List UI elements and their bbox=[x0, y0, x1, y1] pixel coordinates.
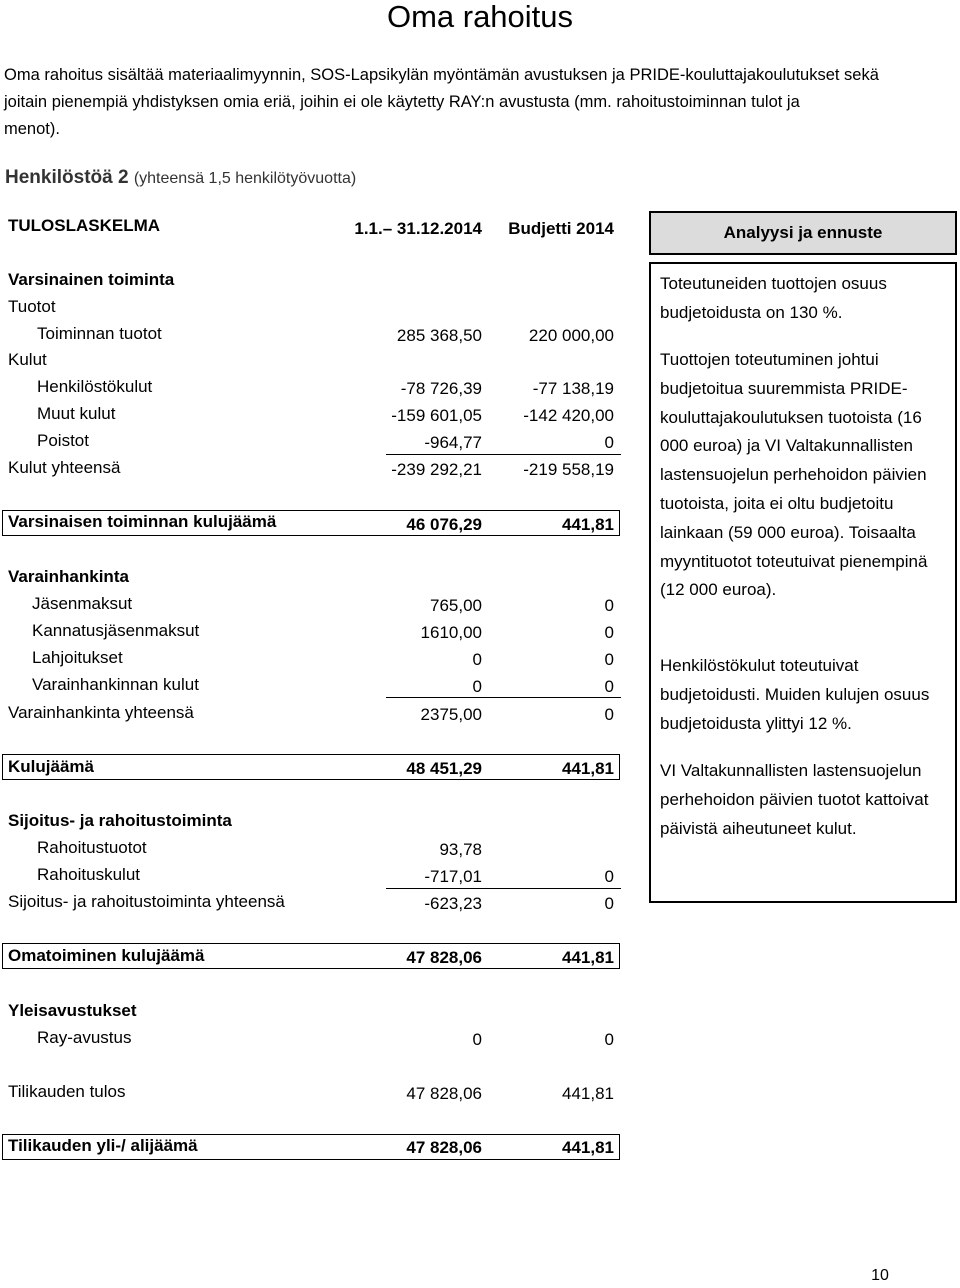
row-label-operations-result: Varsinaisen toiminnan kulujäämä bbox=[8, 512, 277, 531]
value-budget-depreciation: 0 bbox=[604, 433, 614, 452]
intro-line-2: joitain pienempiä yhdistyksen omia eriä, joihin ei ole käytetty RAY:n avustusta (mm. rahoitustoiminnan tulot ja bbox=[4, 93, 800, 111]
row-label-result: Kulujäämä bbox=[8, 757, 94, 776]
row-label-fundraising-total: Varainhankinta yhteensä bbox=[8, 703, 194, 722]
analysis-paragraph-income-share: Toteutuneiden tuottojen osuus budjetoidusta on 130 %. bbox=[660, 274, 887, 322]
value-budget-expenses-total: -219 558,19 bbox=[523, 460, 614, 479]
value-actual-financial-income: 93,78 bbox=[439, 840, 482, 859]
row-label-depreciation: Poistot bbox=[37, 431, 89, 450]
value-actual-fundraising-total: 2375,00 bbox=[420, 705, 482, 724]
row-label-financial-income: Rahoitustuotot bbox=[37, 838, 147, 857]
value-budget-fundraising-costs: 0 bbox=[604, 677, 614, 696]
row-label-investment-financing-total: Sijoitus- ja rahoitustoiminta yhteensä bbox=[8, 892, 285, 911]
value-actual-donations: 0 bbox=[472, 650, 482, 669]
value-actual-period-result: 47 828,06 bbox=[406, 1084, 482, 1103]
value-budget-supporting-member-fees: 0 bbox=[604, 623, 614, 642]
value-actual-supporting-member-fees: 1610,00 bbox=[420, 623, 482, 642]
value-budget-other-costs: -142 420,00 bbox=[523, 406, 614, 425]
value-budget-personnel-costs: -77 138,19 bbox=[532, 379, 614, 398]
staff-heading bbox=[5, 166, 356, 191]
value-actual-result: 48 451,29 bbox=[406, 759, 482, 778]
section-general-grants: Yleisavustukset bbox=[8, 1001, 137, 1020]
value-actual-other-costs: -159 601,05 bbox=[391, 406, 482, 425]
value-actual-depreciation: -964,77 bbox=[424, 433, 482, 452]
row-label-membership-fees: Jäsenmaksut bbox=[32, 594, 133, 613]
value-actual-fundraising-costs: 0 bbox=[472, 677, 482, 696]
value-budget-investment-financing-total: 0 bbox=[604, 894, 614, 913]
row-label-expenses: Kulut bbox=[8, 350, 47, 369]
row-label-supporting-member-fees: Kannatusjäsenmaksut bbox=[32, 621, 200, 640]
page-number: 10 bbox=[871, 1267, 889, 1284]
value-budget-membership-fees: 0 bbox=[604, 596, 614, 615]
page-title: Oma rahoitus bbox=[386, 0, 574, 34]
subtotal-line bbox=[386, 454, 621, 455]
column-header-budget: Budjetti 2014 bbox=[508, 219, 614, 238]
analysis-header bbox=[649, 211, 957, 255]
value-actual-expenses-total: -239 292,21 bbox=[391, 460, 482, 479]
value-budget-fundraising-total: 0 bbox=[604, 705, 614, 724]
section-fundraising: Varainhankinta bbox=[8, 567, 129, 586]
staff-note: (yhteensä 1,5 henkilötyövuotta) bbox=[133, 170, 357, 187]
analysis-paragraph-event: VI Valtakunnallisten lastensuojelun perhehoidon päivien tuotot kattoivat päivistä aiheutuneet kulut. bbox=[660, 761, 929, 838]
analysis-header-label: Analyysi ja ennuste bbox=[723, 223, 883, 242]
value-actual-own-result: 47 828,06 bbox=[406, 948, 482, 967]
column-header-actual: 1.1.– 31.12.2014 bbox=[354, 219, 482, 238]
analysis-paragraph-income-explanation: Tuottojen toteutuminen johtui budjetoitua suuremmista PRIDE-kouluttajakoulutuksen tuotoista (16 000 euroa) ja VI Valtakunnallisten lastensuojelun perhehoidon päivien tuotoista, joita ei oltu budjetoitu lainkaan (59 000 euroa). Toisaalta myyntituotot toteutuivat pienempinä (12 000 euroa). bbox=[660, 350, 928, 600]
staff-label: Henkilöstöä 2 bbox=[5, 167, 129, 188]
value-budget-period-result: 441,81 bbox=[562, 1084, 614, 1103]
intro-line-3: menot). bbox=[4, 120, 60, 138]
value-budget-donations: 0 bbox=[604, 650, 614, 669]
value-budget-financial-costs: 0 bbox=[604, 867, 614, 886]
value-actual-ray-grant: 0 bbox=[472, 1030, 482, 1049]
row-label-other-costs: Muut kulut bbox=[37, 404, 116, 423]
value-actual-operating-income: 285 368,50 bbox=[396, 326, 482, 345]
value-actual-personnel-costs: -78 726,39 bbox=[400, 379, 482, 398]
value-budget-surplus-deficit: 441,81 bbox=[562, 1138, 614, 1157]
value-actual-operations-result: 46 076,29 bbox=[406, 515, 482, 534]
row-label-expenses-total: Kulut yhteensä bbox=[8, 458, 121, 477]
subtotal-line bbox=[386, 697, 621, 698]
row-label-ray-grant: Ray-avustus bbox=[37, 1028, 132, 1047]
intro-line-1: Oma rahoitus sisältää materiaalimyynnin, SOS-Lapsikylän myöntämän avustuksen ja PRIDE-kouluttajakoulutukset sekä bbox=[4, 66, 879, 84]
value-budget-result: 441,81 bbox=[562, 759, 614, 778]
row-label-personnel-costs: Henkilöstökulut bbox=[37, 377, 153, 396]
row-label-fundraising-costs: Varainhankinnan kulut bbox=[32, 675, 199, 694]
value-budget-operations-result: 441,81 bbox=[562, 515, 614, 534]
row-label-financial-costs: Rahoituskulut bbox=[37, 865, 141, 884]
section-operations: Varsinainen toiminta bbox=[8, 270, 175, 289]
income-statement-heading: TULOSLASKELMA bbox=[8, 216, 161, 235]
analysis-paragraph-costs: Henkilöstökulut toteutuivat budjetoidusti. Muiden kulujen osuus budjetoidusta ylittyi 12 %. bbox=[660, 656, 930, 733]
value-actual-surplus-deficit: 47 828,06 bbox=[406, 1138, 482, 1157]
row-label-donations: Lahjoitukset bbox=[32, 648, 123, 667]
value-actual-membership-fees: 765,00 bbox=[430, 596, 482, 615]
value-actual-investment-financing-total: -623,23 bbox=[424, 894, 482, 913]
row-label-period-result: Tilikauden tulos bbox=[8, 1082, 126, 1101]
row-label-own-result: Omatoiminen kulujäämä bbox=[8, 946, 205, 965]
row-label-surplus-deficit: Tilikauden yli-/ alijäämä bbox=[8, 1136, 198, 1155]
value-budget-operating-income: 220 000,00 bbox=[528, 326, 614, 345]
row-label-operating-income: Toiminnan tuotot bbox=[37, 324, 162, 343]
value-actual-financial-costs: -717,01 bbox=[424, 867, 482, 886]
value-budget-ray-grant: 0 bbox=[604, 1030, 614, 1049]
subtotal-line bbox=[386, 888, 621, 889]
row-label-income: Tuotot bbox=[8, 297, 56, 316]
value-budget-own-result: 441,81 bbox=[562, 948, 614, 967]
section-investment-financing: Sijoitus- ja rahoitustoiminta bbox=[8, 811, 232, 830]
